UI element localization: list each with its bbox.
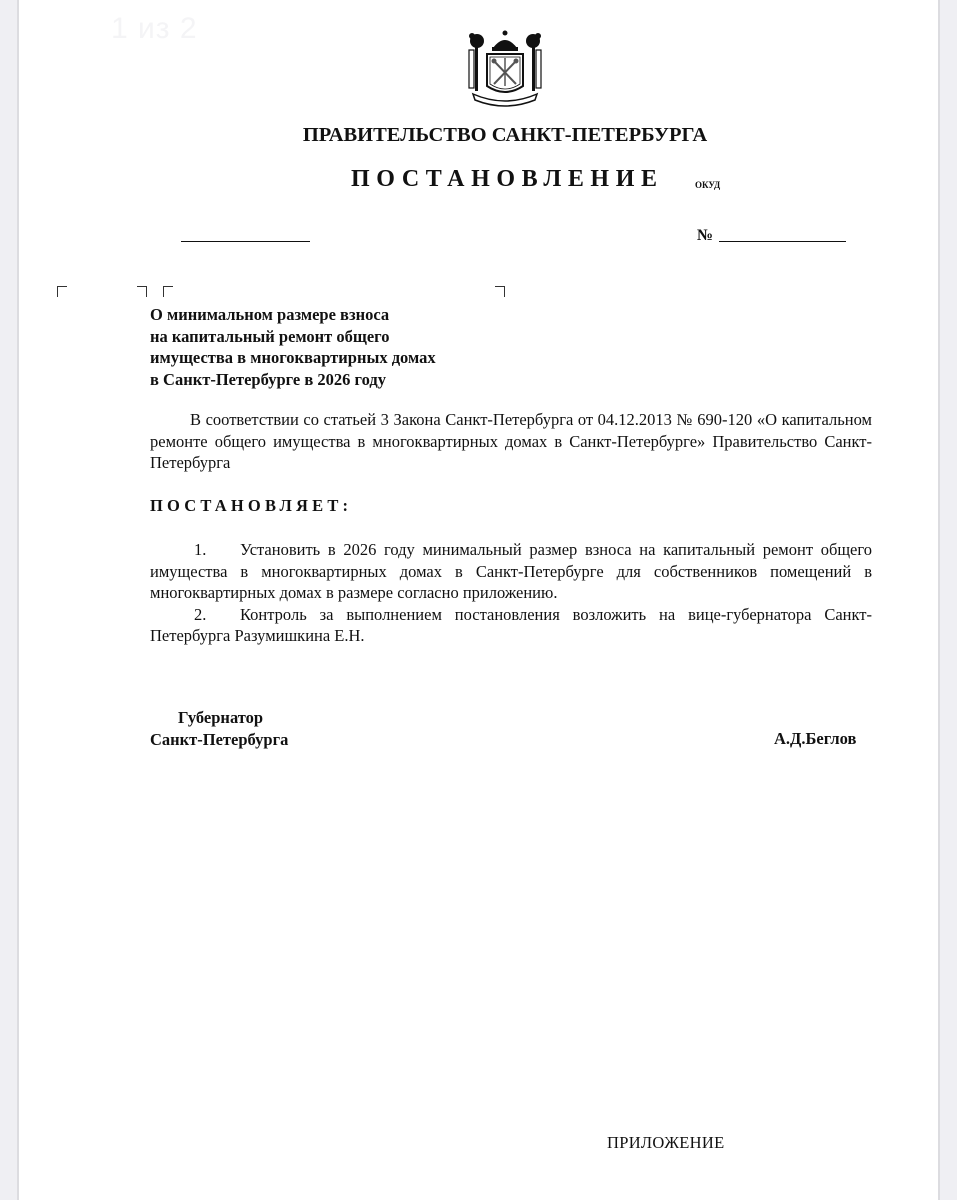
- number-label: №: [697, 227, 714, 244]
- corner-mark-top-left: [163, 286, 173, 297]
- appendix-label: ПРИЛОЖЕНИЕ: [607, 1133, 725, 1152]
- signer-title: [150, 707, 288, 750]
- subject-line: на капитальный ремонт общего: [150, 326, 390, 346]
- date-field-line: [181, 241, 310, 242]
- document-type-title: ПОСТАНОВЛЕНИЕ: [351, 166, 664, 192]
- okud-label: ОКУД: [695, 180, 721, 190]
- coat-of-arms-icon: [463, 28, 547, 108]
- viewer-scrollbar[interactable]: [938, 0, 957, 1200]
- number-field-line: [719, 241, 846, 242]
- resolves-heading: ПОСТАНОВЛЯЕТ:: [150, 496, 353, 515]
- government-title: ПРАВИТЕЛЬСТВО САНКТ-ПЕТЕРБУРГА: [302, 124, 708, 146]
- signer-name: А.Д.Беглов: [774, 729, 857, 748]
- corner-mark-top-right: [137, 286, 147, 297]
- resolution-items: [150, 539, 872, 647]
- subject-line: О минимальном размере взноса: [150, 305, 390, 324]
- item-number: 2.: [194, 604, 207, 624]
- corner-mark-top-right: [495, 286, 505, 297]
- item-text: Установить в 2026 году минимальный размер взноса на капитальный ремонт общего имущества в многоквартирных домах в Санкт-Петербурге для собственников помещений в многоквартирных домах в размере согласно приложению.: [150, 540, 872, 602]
- preamble-paragraph: В соответствии со статьей 3 Закона Санкт-Петербурга от 04.12.2013 № 690-120 «О капитальном ремонте общего имущества в многоквартирных домах в Санкт-Петербурге» Правительство Санкт-Петербурга: [150, 410, 872, 472]
- item-number: 1.: [194, 540, 207, 559]
- resolution-item: [150, 539, 872, 604]
- item-text: Контроль за выполнением постановления возложить на вице-губернатора Санкт-Петербурга Разумишкина Е.Н.: [150, 604, 872, 645]
- subject-line: имущества в многоквартирных домах: [150, 348, 436, 367]
- signer-title-line: Санкт-Петербурга: [150, 729, 289, 749]
- subject-line: в Санкт-Петербурге в 2026 году: [150, 369, 386, 389]
- viewer-left-gutter: [0, 0, 19, 1200]
- page-indicator: 1 из 2: [111, 12, 198, 45]
- resolution-item: [150, 604, 872, 647]
- signer-title-line: Губернатор: [178, 708, 264, 727]
- document-subject: [150, 304, 510, 390]
- corner-mark-top-left: [57, 286, 67, 297]
